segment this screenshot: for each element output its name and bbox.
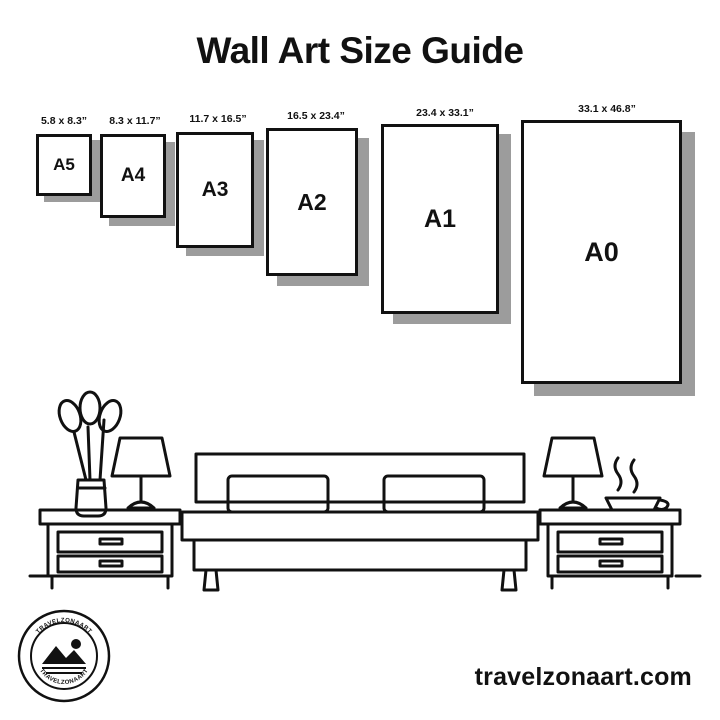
frame-a4-dimensions: 8.3 x 11.7” bbox=[109, 115, 161, 127]
brand-logo bbox=[16, 608, 112, 704]
frame-a1-dimensions: 23.4 x 33.1” bbox=[416, 107, 474, 119]
frame-a1 bbox=[381, 107, 509, 320]
website-url: travelzonaart.com bbox=[474, 663, 692, 691]
frame-a5-box bbox=[36, 134, 92, 196]
left-nightstand bbox=[40, 510, 180, 588]
bed bbox=[182, 454, 538, 590]
scene-svg bbox=[0, 380, 720, 600]
frame-a5-dimensions: 5.8 x 8.3” bbox=[40, 115, 88, 127]
right-table-lamp bbox=[544, 438, 602, 510]
brand-logo-svg bbox=[16, 608, 112, 704]
frame-a4-box bbox=[100, 134, 166, 218]
frame-a2-label: A2 bbox=[297, 188, 327, 215]
frame-a2 bbox=[266, 110, 366, 290]
frame-a2-box bbox=[266, 128, 358, 276]
right-nightstand bbox=[540, 510, 680, 588]
bedroom-scene-illustration bbox=[0, 380, 720, 600]
vase-with-flowers bbox=[55, 392, 125, 516]
logo-arc-text-top: TRAVELZONAART bbox=[35, 617, 93, 636]
frame-a2-dimensions: 16.5 x 23.4” bbox=[287, 110, 345, 122]
frame-a0-dimensions: 33.1 x 46.8” bbox=[578, 103, 636, 115]
logo-arc-text-bottom: TRAVELZONAART bbox=[38, 667, 90, 687]
frame-a0 bbox=[521, 103, 693, 390]
frame-a4 bbox=[100, 110, 170, 220]
left-table-lamp bbox=[112, 438, 170, 510]
frame-a0-box bbox=[521, 120, 682, 384]
frame-a5 bbox=[36, 110, 92, 190]
frame-a3-box bbox=[176, 132, 254, 248]
frame-a5-label: A5 bbox=[53, 155, 75, 174]
page-title: Wall Art Size Guide bbox=[196, 30, 524, 71]
frame-a1-label: A1 bbox=[424, 204, 456, 233]
frame-a3-dimensions: 11.7 x 16.5” bbox=[189, 113, 247, 125]
frame-a3 bbox=[176, 110, 260, 255]
frame-a1-box bbox=[381, 124, 499, 314]
frame-size-row bbox=[0, 103, 720, 410]
frame-a4-label: A4 bbox=[120, 165, 146, 186]
frame-a3-label: A3 bbox=[201, 178, 229, 201]
coffee-cup bbox=[606, 458, 668, 510]
frame-a0-label: A0 bbox=[584, 236, 619, 267]
